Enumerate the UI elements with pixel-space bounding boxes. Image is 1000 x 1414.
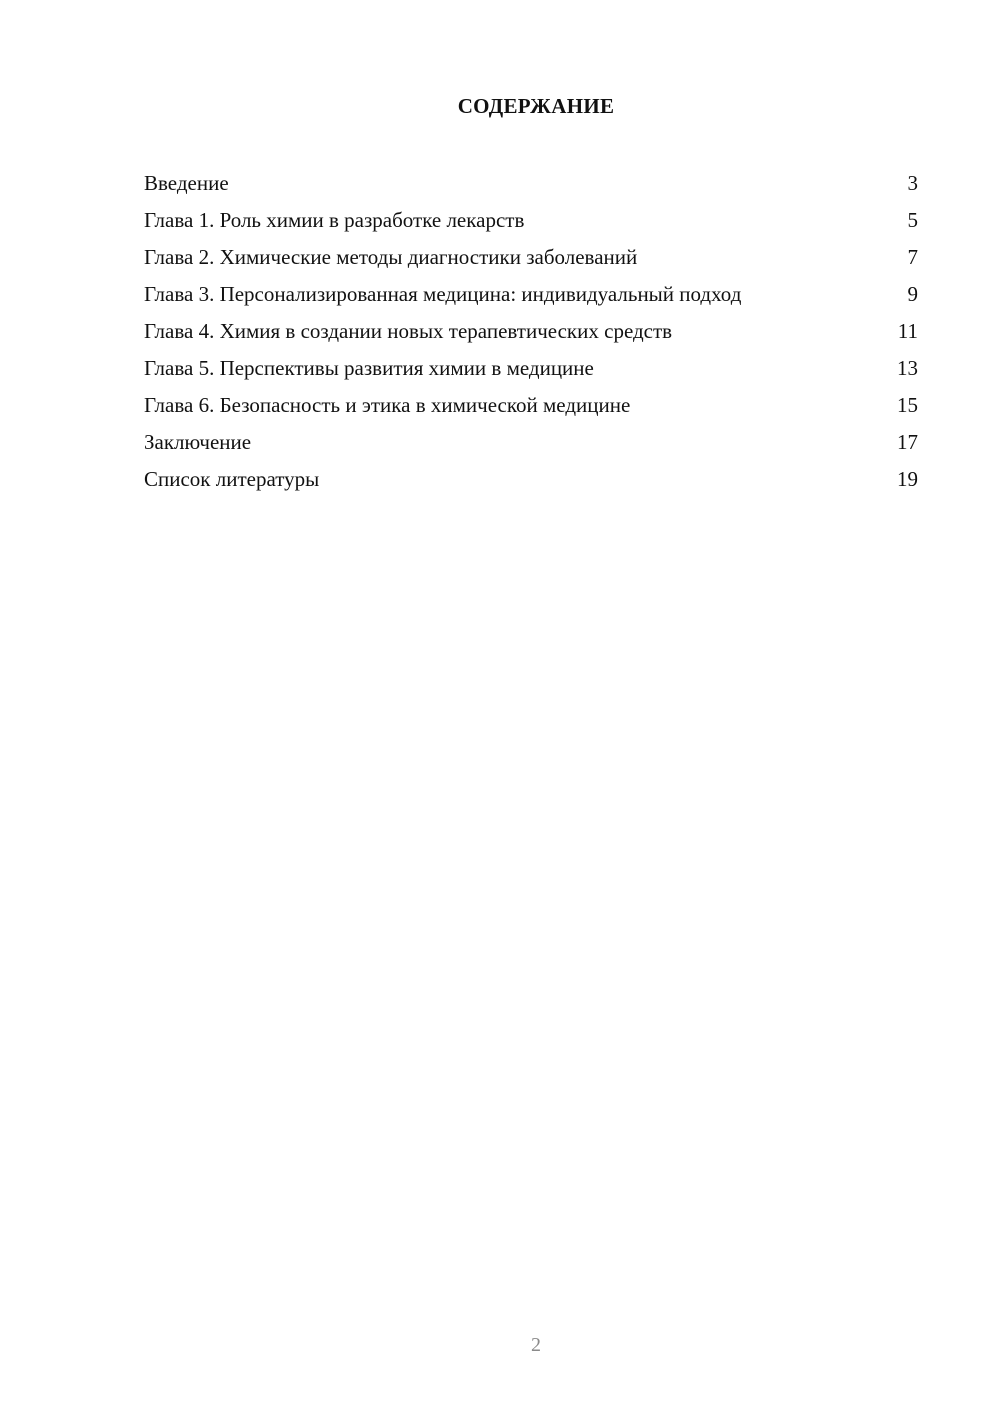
toc-entry-chapter-6[interactable] [144,392,918,418]
toc-entry-title: Глава 4. Химия в создании новых терапевтических средств [144,319,673,343]
toc-entry-title: Глава 3. Персонализированная медицина: индивидуальный подход [144,282,742,306]
toc-entry-chapter-3[interactable] [144,281,918,307]
page-number: 2 [531,1334,541,1356]
toc-entry-title: Глава 1. Роль химии в разработке лекарств [144,208,525,232]
toc-entry-page: 5 [907,208,918,232]
toc-entry-chapter-2[interactable] [144,244,918,270]
toc-entry-introduction[interactable] [144,170,918,196]
toc-entry-page: 19 [897,467,918,491]
toc-entry-page: 15 [897,393,918,417]
toc-entry-page: 9 [907,282,918,306]
toc-entry-page: 17 [897,430,918,454]
toc-heading: СОДЕРЖАНИЕ [457,94,615,118]
toc-entry-page: 11 [897,319,918,343]
toc-entry-chapter-5[interactable] [144,355,918,381]
toc-entry-references[interactable] [144,466,918,492]
toc-entry-title: Глава 6. Безопасность и этика в химической медицине [144,393,631,417]
toc-entry-chapter-1[interactable] [144,207,918,233]
toc-entry-page: 13 [897,356,918,380]
toc-entry-conclusion[interactable] [144,429,918,455]
toc-entry-title: Введение [144,171,229,195]
table-of-contents [144,170,918,503]
toc-entry-title: Глава 2. Химические методы диагностики заболеваний [144,245,638,269]
toc-entry-title: Глава 5. Перспективы развития химии в медицине [144,356,594,380]
toc-entry-title: Заключение [144,430,252,454]
toc-entry-chapter-4[interactable] [144,318,918,344]
toc-entry-page: 3 [907,171,918,195]
toc-entry-title: Список литературы [144,467,320,491]
toc-entry-page: 7 [907,245,918,269]
